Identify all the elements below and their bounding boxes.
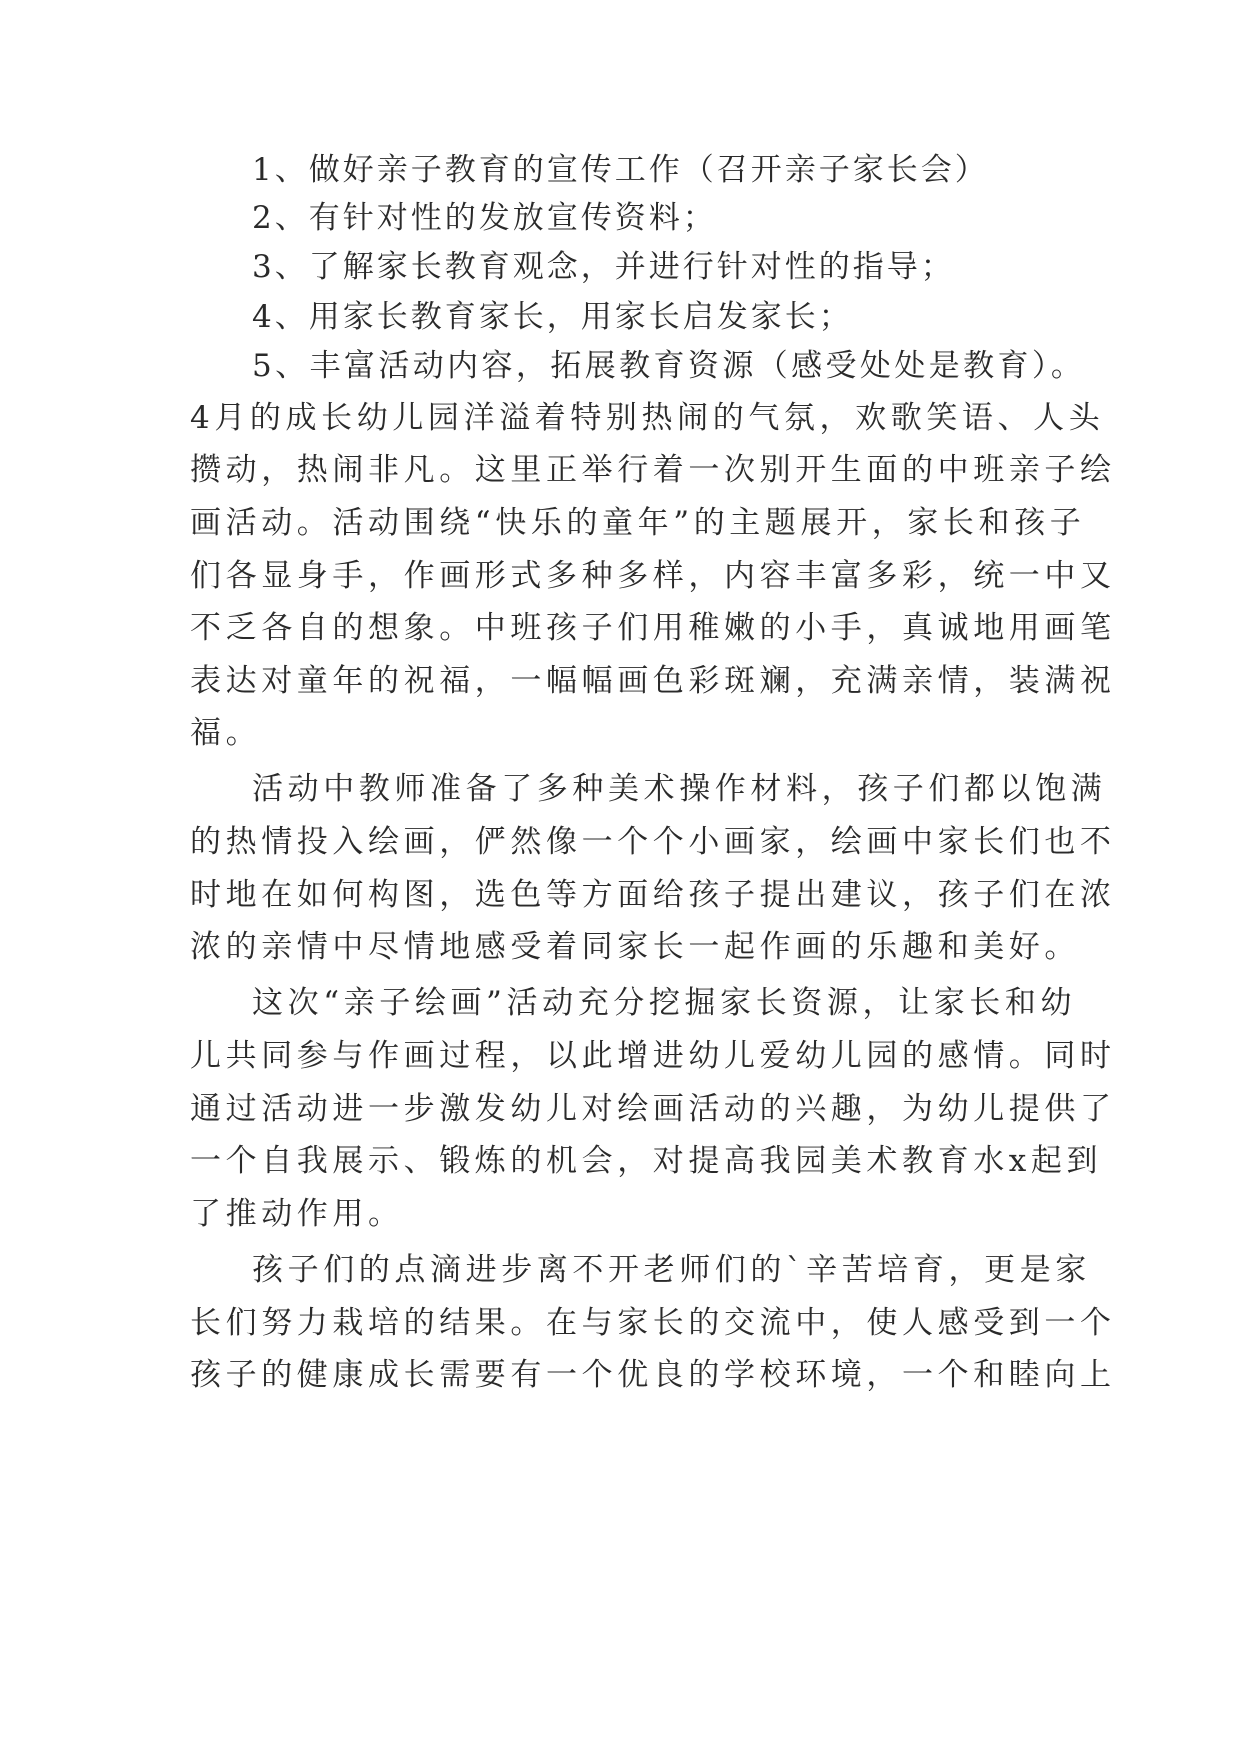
list-item: 5、丰富活动内容，拓展教育资源（感受处处是教育）。: [252, 348, 1086, 384]
paragraph-line: 长们努力栽培的结果。在与家长的交流中，使人感受到一个: [190, 1305, 1116, 1341]
paragraph-line: 通过活动进一步激发幼儿对绘画活动的兴趣，为幼儿提供了: [190, 1091, 1116, 1127]
paragraph-line: 4月的成长幼儿园洋溢着特别热闹的气氛，欢歌笑语、人头: [190, 400, 1105, 436]
paragraph-line: 攒动，热闹非凡。这里正举行着一次别开生面的中班亲子绘: [190, 452, 1116, 488]
list-item: 4、用家长教育家长，用家长启发家长；: [252, 299, 853, 335]
paragraph-line: 了推动作用。: [190, 1196, 404, 1232]
paragraph-line: 福。: [190, 715, 262, 751]
list-item: 1、做好亲子教育的宣传工作（召开亲子家长会）: [252, 152, 989, 188]
paragraph-line: 的热情投入绘画，俨然像一个个小画家，绘画中家长们也不: [190, 824, 1116, 860]
paragraph-line: 这次“亲子绘画”活动充分挖掘家长资源，让家长和幼: [252, 985, 1077, 1021]
paragraph-line: 不乏各自的想象。中班孩子们用稚嫩的小手，真诚地用画笔: [190, 610, 1116, 646]
paragraph-line: 浓的亲情中尽情地感受着同家长一起作画的乐趣和美好。: [190, 929, 1080, 965]
paragraph-line: 表达对童年的祝福，一幅幅画色彩斑斓，充满亲情，装满祝: [190, 663, 1116, 699]
list-item: 2、有针对性的发放宣传资料；: [252, 200, 717, 236]
list-item: 3、了解家长教育观念，并进行针对性的指导；: [252, 249, 955, 285]
paragraph-line: 一个自我展示、锻炼的机会，对提高我园美术教育水x起到: [190, 1143, 1103, 1179]
paragraph-line: 们各显身手，作画形式多种多样，内容丰富多彩，统一中又: [190, 558, 1116, 594]
paragraph-line: 孩子的健康成长需要有一个优良的学校环境，一个和睦向上: [190, 1357, 1116, 1393]
paragraph-line: 孩子们的点滴进步离不开老师们的`辛苦培育，更是家: [252, 1252, 1091, 1288]
paragraph-line: 时地在如何构图，选色等方面给孩子提出建议，孩子们在浓: [190, 877, 1116, 913]
paragraph-line: 儿共同参与作画过程，以此增进幼儿爱幼儿园的感情。同时: [190, 1038, 1116, 1074]
paragraph-line: 画活动。活动围绕“快乐的童年”的主题展开，家长和孩子: [190, 505, 1086, 541]
paragraph-line: 活动中教师准备了多种美术操作材料，孩子们都以饱满: [252, 771, 1107, 807]
